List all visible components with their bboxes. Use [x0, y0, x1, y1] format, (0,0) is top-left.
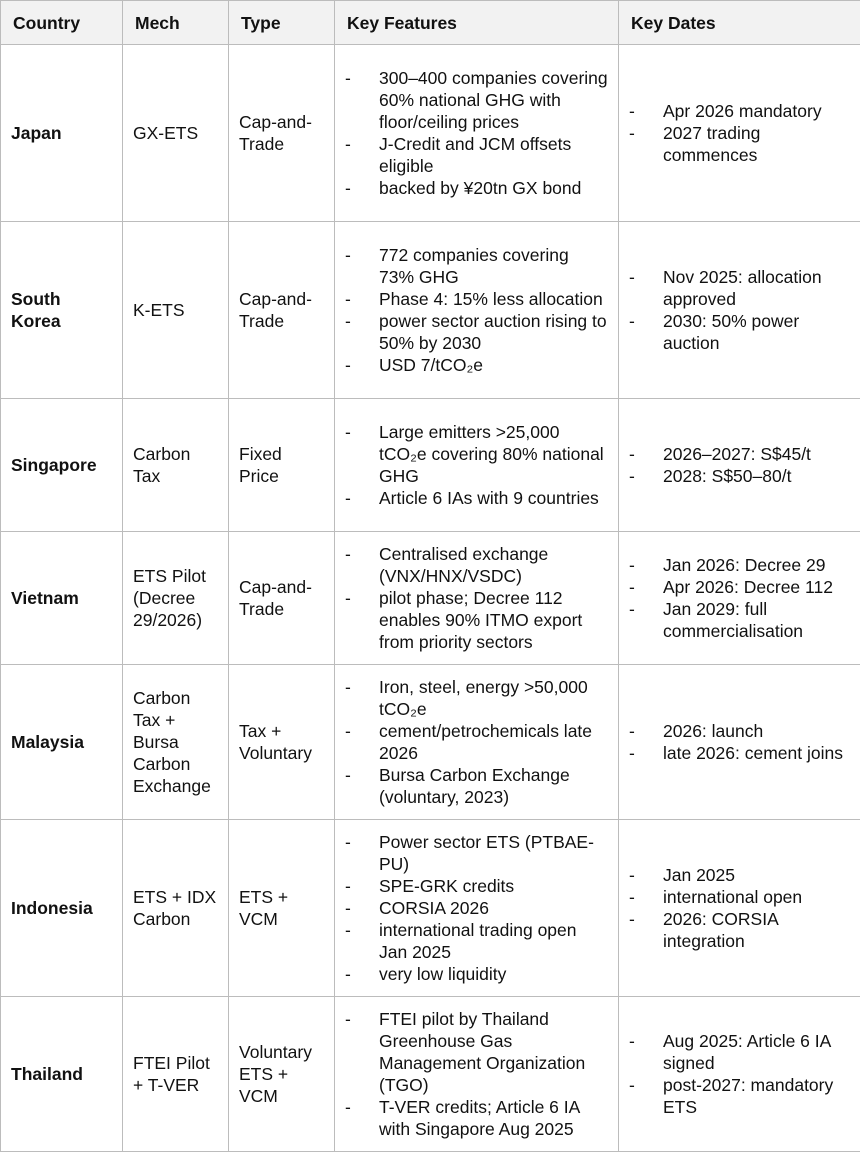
mech-cell: ETS Pilot (Decree 29/2026) — [123, 532, 229, 665]
feature-item: - international trading open Jan 2025 — [345, 919, 608, 963]
type-cell: Voluntary ETS + VCM — [229, 997, 335, 1152]
type-cell: Cap-and-Trade — [229, 222, 335, 399]
features-list — [345, 421, 608, 509]
feature-item: - Article 6 IAs with 9 countries — [345, 487, 608, 509]
date-item: - Jan 2025 — [629, 864, 850, 886]
key-features-cell — [335, 399, 619, 532]
date-item: - Apr 2026 mandatory — [629, 100, 850, 122]
dates-list — [629, 864, 850, 952]
mech-cell: GX-ETS — [123, 45, 229, 222]
date-item: - Nov 2025: allocation approved — [629, 266, 850, 310]
feature-item: - 772 companies covering 73% GHG — [345, 244, 608, 288]
date-item: - 2027 trading commences — [629, 122, 850, 166]
date-item: - international open — [629, 886, 850, 908]
features-list — [345, 543, 608, 653]
key-dates-cell — [619, 997, 860, 1152]
features-list — [345, 676, 608, 808]
dates-list — [629, 554, 850, 642]
key-features-cell — [335, 997, 619, 1152]
features-list — [345, 1008, 608, 1140]
country-cell: Thailand — [1, 997, 123, 1152]
key-features-cell — [335, 820, 619, 997]
table-row — [1, 997, 860, 1152]
feature-item: - power sector auction rising to 50% by 2030 — [345, 310, 608, 354]
feature-item: - SPE-GRK credits — [345, 875, 608, 897]
dates-list — [629, 1030, 850, 1118]
key-dates-cell — [619, 820, 860, 997]
date-item: - 2030: 50% power auction — [629, 310, 850, 354]
key-dates-cell — [619, 222, 860, 399]
header-type: Type — [229, 1, 335, 45]
dates-list — [629, 266, 850, 354]
date-item: - Apr 2026: Decree 112 — [629, 576, 850, 598]
country-cell: South Korea — [1, 222, 123, 399]
feature-item: - Power sector ETS (PTBAE-PU) — [345, 831, 608, 875]
key-features-cell — [335, 45, 619, 222]
type-cell: ETS + VCM — [229, 820, 335, 997]
feature-item: - 300–400 companies covering 60% national GHG with floor/ceiling prices — [345, 67, 608, 133]
feature-item: - T-VER credits; Article 6 IA with Singapore Aug 2025 — [345, 1096, 608, 1140]
feature-item: - CORSIA 2026 — [345, 897, 608, 919]
features-list — [345, 244, 608, 376]
feature-item: - Phase 4: 15% less allocation — [345, 288, 608, 310]
key-features-cell — [335, 665, 619, 820]
type-cell: Fixed Price — [229, 399, 335, 532]
country-cell: Japan — [1, 45, 123, 222]
header-country: Country — [1, 1, 123, 45]
feature-item: - Bursa Carbon Exchange (voluntary, 2023) — [345, 764, 608, 808]
feature-item: - pilot phase; Decree 112 enables 90% ITMO export from priority sectors — [345, 587, 608, 653]
date-item: - late 2026: cement joins — [629, 742, 850, 764]
country-cell: Indonesia — [1, 820, 123, 997]
country-cell: Vietnam — [1, 532, 123, 665]
key-features-cell — [335, 222, 619, 399]
table-row — [1, 820, 860, 997]
key-dates-cell — [619, 45, 860, 222]
features-list — [345, 831, 608, 985]
type-cell: Cap-and-Trade — [229, 532, 335, 665]
table-row — [1, 45, 860, 222]
feature-item: - USD 7/tCO₂e — [345, 354, 608, 376]
feature-item: - Large emitters >25,000 tCO₂e covering 80% national GHG — [345, 421, 608, 487]
mech-cell: FTEI Pilot + T-VER — [123, 997, 229, 1152]
feature-item: - Centralised exchange (VNX/HNX/VSDC) — [345, 543, 608, 587]
header-row — [1, 1, 860, 45]
date-item: - 2026: CORSIA integration — [629, 908, 850, 952]
date-item: - 2026: launch — [629, 720, 850, 742]
table-row — [1, 665, 860, 820]
type-cell: Tax + Voluntary — [229, 665, 335, 820]
feature-item: - backed by ¥20tn GX bond — [345, 177, 608, 199]
mech-cell: Carbon Tax + Bursa Carbon Exchange — [123, 665, 229, 820]
feature-item: - Iron, steel, energy >50,000 tCO₂e — [345, 676, 608, 720]
key-dates-cell — [619, 532, 860, 665]
date-item: - post-2027: mandatory ETS — [629, 1074, 850, 1118]
country-cell: Singapore — [1, 399, 123, 532]
feature-item: - cement/petrochemicals late 2026 — [345, 720, 608, 764]
type-cell: Cap-and-Trade — [229, 45, 335, 222]
table-row — [1, 532, 860, 665]
dates-list — [629, 100, 850, 166]
feature-item: - FTEI pilot by Thailand Greenhouse Gas Management Organization (TGO) — [345, 1008, 608, 1096]
key-dates-cell — [619, 399, 860, 532]
date-item: - Jan 2026: Decree 29 — [629, 554, 850, 576]
mech-cell: Carbon Tax — [123, 399, 229, 532]
features-list — [345, 67, 608, 199]
table-row — [1, 399, 860, 532]
date-item: - 2026–2027: S$45/t — [629, 443, 850, 465]
header-key-features: Key Features — [335, 1, 619, 45]
country-cell: Malaysia — [1, 665, 123, 820]
mech-cell: ETS + IDX Carbon — [123, 820, 229, 997]
dates-list — [629, 443, 850, 487]
table-row — [1, 222, 860, 399]
feature-item: - J-Credit and JCM offsets eligible — [345, 133, 608, 177]
mech-cell: K-ETS — [123, 222, 229, 399]
date-item: - Jan 2029: full commercialisation — [629, 598, 850, 642]
table-body — [1, 45, 860, 1152]
date-item: - 2028: S$50–80/t — [629, 465, 850, 487]
key-features-cell — [335, 532, 619, 665]
header-mech: Mech — [123, 1, 229, 45]
key-dates-cell — [619, 665, 860, 820]
date-item: - Aug 2025: Article 6 IA signed — [629, 1030, 850, 1074]
dates-list — [629, 720, 850, 764]
feature-item: - very low liquidity — [345, 963, 608, 985]
header-key-dates: Key Dates — [619, 1, 860, 45]
